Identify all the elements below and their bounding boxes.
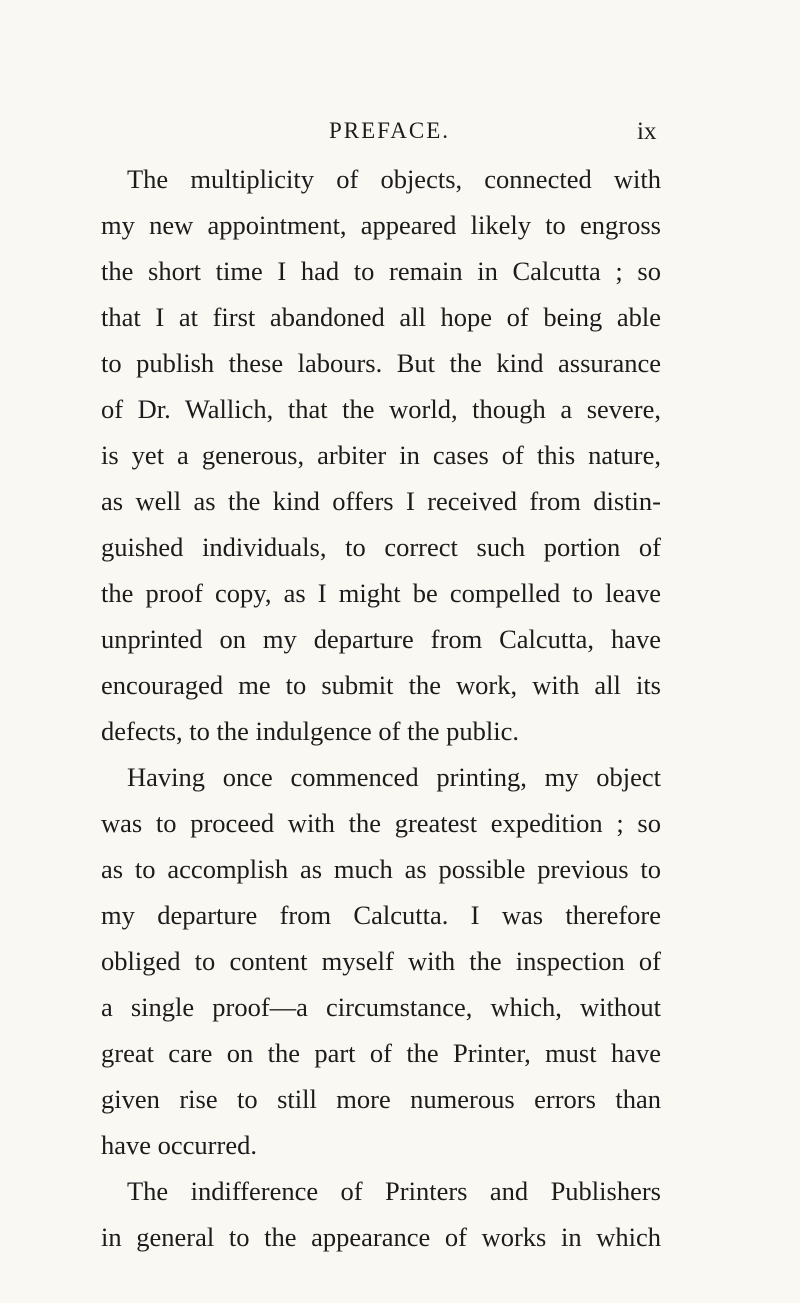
text-line: The multiplicity of objects, connected with xyxy=(127,164,661,194)
text-line: in general to the appearance of works in which xyxy=(101,1222,661,1252)
text-line: unprinted on my departure from Calcutta, have xyxy=(101,624,661,654)
running-head xyxy=(0,118,800,152)
text-line: given rise to still more numerous errors than xyxy=(101,1084,661,1114)
text-line: my new appointment, appeared likely to engross xyxy=(101,210,661,240)
text-line: guished individuals, to correct such portion of xyxy=(101,532,661,562)
body-text xyxy=(101,156,661,1260)
text-line: great care on the part of the Printer, must have xyxy=(101,1038,661,1068)
text-line: as well as the kind offers I received from distin- xyxy=(101,486,661,516)
text-line: encouraged me to submit the work, with all its xyxy=(101,670,661,700)
text-line: have occurred. xyxy=(101,1130,257,1160)
page-number: ix xyxy=(637,118,657,145)
text-line: a single proof—a circumstance, which, without xyxy=(101,992,661,1022)
text-line: defects, to the indulgence of the public. xyxy=(101,716,519,746)
text-line: of Dr. Wallich, that the world, though a severe, xyxy=(101,394,661,424)
text-line: is yet a generous, arbiter in cases of this nature, xyxy=(101,440,661,470)
text-line: that I at first abandoned all hope of being able xyxy=(101,302,661,332)
text-line: the proof copy, as I might be compelled to leave xyxy=(101,578,661,608)
text-line: the short time I had to remain in Calcutta ; so xyxy=(101,256,661,286)
text-line: obliged to content myself with the inspection of xyxy=(101,946,661,976)
text-line: as to accomplish as much as possible previous to xyxy=(101,854,661,884)
text-line: to publish these labours. But the kind assurance xyxy=(101,348,661,378)
running-title: PREFACE. xyxy=(329,118,451,143)
text-line: was to proceed with the greatest expedition ; so xyxy=(101,808,661,838)
text-line: Having once commenced printing, my object xyxy=(127,762,661,792)
text-line: my departure from Calcutta. I was therefore xyxy=(101,900,661,930)
text-line: The indifference of Printers and Publishers xyxy=(127,1176,661,1206)
